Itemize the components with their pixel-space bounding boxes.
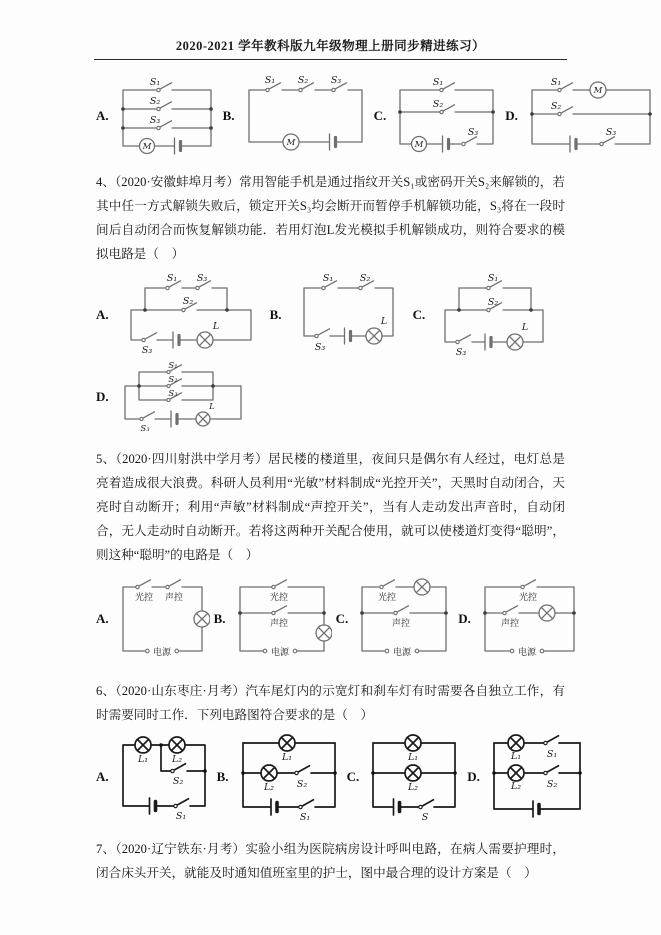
question-7-text: 7、（2020·辽宁铁东·月考）实验小组为医院病房设计呼叫电路，在病人需要护理时，闭合床头开关，就能及时通知值班室里的护士，图中最合理的设计方案是（ ） [96,842,565,880]
option-letter: D. [467,769,480,784]
wires [249,90,362,142]
switch-icon [294,766,309,775]
option-letter: A. [96,306,109,322]
option-letter: B. [269,306,282,322]
junction-dots [121,107,213,130]
light-switch-icon [380,580,395,589]
light-switch-label: 光控 [378,593,397,603]
circuit-q5-option-c [354,573,454,665]
circuit-q5-option-d [477,573,582,665]
question-6-text: 6、（2020·山东枣庄·月考）汽车尾灯内的示宽灯和刹车灯有时需要各自独立工作，有时需要同时工作．下列电路图符合要求的是（ ） [96,684,565,722]
lamp-icon [539,605,555,621]
wires [123,745,205,806]
option-letter: B. [213,611,226,626]
switch-label: S₁ [433,77,444,88]
lamp-icon [135,737,151,753]
lamp-icon [405,765,421,781]
power-label: 电源 [393,648,412,658]
lamp-icon [261,765,277,781]
question-5-text: 5、（2020·四川射洪中学月考）居民楼的楼道里，夜间只是偶尔有人经过，电灯总是亮着造成很大浪费。科研人员利用“光敏”材料制成“光控开关”，天黑时自动闭合，天亮时自动断开；利用“声敏”材料制成“声控开关”，当有人走动发出声音时，自动闭合，无人走动时自动断开。若将这两种开关配合使用，就可以使楼道灯变得“聪明”，则这种“聪明”的电路是（ ） [96,452,565,562]
switch-label: S₃ [330,76,341,86]
switch-icon [298,800,313,809]
light-switch-icon [271,580,286,589]
circuit-q4-option-a [123,272,258,357]
battery-icon [171,411,177,427]
lamp-label: L₁ [510,751,521,762]
motor-icon [139,139,154,154]
battery-icon [533,801,539,817]
switch-label: S₂ [168,375,178,385]
switch-label: S₃ [168,389,178,399]
switch-label: S₁ [322,273,333,284]
switch-label: S₂ [488,297,499,308]
switch-icon [544,736,559,745]
switch-label: S [421,812,429,823]
lamp-label: L [522,322,529,333]
svg-text:M: M [414,140,424,150]
lamp-label: L₁ [281,752,292,763]
q6-options-row [96,731,661,823]
switch-label: S₂ [546,779,558,790]
circuit-q4-option-c [439,272,549,357]
sound-switch-label: 声控 [164,593,183,603]
circuit-q3-option-d [526,76,656,156]
switch-label: S₁ [166,273,177,284]
circuit-q6-option-d [486,731,588,823]
lamp-icon [405,735,421,751]
sound-switch-icon [503,606,518,615]
sound-switch-icon [165,580,180,589]
q4-options-row [96,272,661,357]
question-4-text: 4、（2020·安徽蚌埠月考）常用智能手机是通过指纹开关S₁或密码开关S₂来解锁的，若其中任一方式解锁失败后，锁定开关S₃均会断开而暂停手机解锁功能，S₃将在一段时间后自动闭合而恢复解锁功能．若用灯泡L发光模拟手机解锁成功，则符合要求的模拟电路是（ ） [96,175,565,261]
motor-icon [412,137,427,152]
wires [304,288,393,336]
circuit-q3-option-a [117,76,217,156]
switch-label: S₁ [168,361,178,371]
page-header [0,0,661,54]
switch-label: S₃ [196,273,207,284]
option-letter: D. [458,611,471,626]
lamp-label: L₁ [137,754,148,765]
sound-switch-label: 声控 [500,619,519,629]
wires [400,90,493,144]
lamp-label: L₂ [263,782,274,793]
lamp-icon [194,611,210,627]
option-letter: A. [96,611,109,626]
switch-label: S₃ [314,342,325,353]
switch-icon [170,764,185,773]
switch-label: S₂ [182,296,193,307]
motor-icon [590,82,606,98]
circuit-q5-option-b [232,573,332,665]
switch-label: S₂ [297,76,308,86]
switch-label: S₁ [175,811,186,822]
lamp-icon [507,334,523,350]
switch-icon [456,335,471,344]
sound-switch-icon [271,606,286,615]
switch-label: S₃ [149,115,160,126]
switch-icon [173,799,188,808]
battery-icon [394,799,400,815]
switch-icon [314,329,329,338]
switch-label: S₂ [149,96,160,107]
lamp-label: L [380,316,387,327]
motor-icon [283,134,299,150]
switch-label: S₃ [605,127,617,138]
option-letter: C. [335,611,349,626]
wires [532,90,650,144]
switch-label: S₂ [359,273,370,284]
battery-icon [149,798,155,814]
lamp-icon [508,765,524,781]
light-switch-label: 光控 [134,593,153,603]
battery-icon [570,136,576,152]
battery-icon [344,328,350,344]
battery-icon [485,334,491,350]
switch-label: S₁ [550,77,562,88]
sound-switch-label: 声控 [392,619,411,629]
option-letter: B. [222,108,235,123]
circuit-q3-option-c [394,76,499,156]
circuit-q6-option-c [365,731,463,823]
switch-icon [419,800,434,809]
circuit-q3-option-b [243,76,368,156]
option-letter: B. [216,769,229,784]
lamp-label: L [212,321,219,332]
lamp-label: L₂ [408,782,419,793]
battery-icon [173,332,179,348]
switch-label: S₁ [149,77,160,88]
wires [125,372,241,419]
switch-icon [141,333,156,342]
switch-icon [462,137,477,146]
switch-label: S₁ [546,749,558,760]
lamp-icon [366,328,382,344]
lamp-icon [508,735,524,751]
battery-icon [271,799,277,815]
svg-text:M: M [142,142,151,152]
option-letter: C. [373,108,387,123]
lamp-label: L₂ [510,781,521,792]
switch-label: S₃ [141,345,152,356]
circuit-q4-option-b [296,272,401,357]
q3-options-row [96,76,661,156]
switch-label: S₃ [140,424,150,433]
lamp-icon [197,332,213,348]
switch-label: S₂ [433,99,444,110]
lamp-label: L₂ [171,754,182,765]
svg-text:M: M [593,86,603,96]
lamp-icon [279,735,295,751]
lamp-label: L [208,402,215,412]
switch-icon [600,137,615,146]
switch-icon [544,766,559,775]
battery-icon [329,134,335,150]
switch-icon [140,412,155,421]
power-label: 电源 [270,648,289,658]
option-letter: C. [412,306,426,322]
switch-label: S₃ [456,347,467,357]
header-title: 2020-2021 学年教科版九年级物理上册同步精进练习） [175,39,486,53]
header-divider [94,59,567,60]
battery-icon [174,138,180,154]
sound-switch-icon [394,606,409,615]
lamp-icon [169,737,185,753]
wires [494,743,580,809]
power-label: 电源 [517,648,536,658]
option-letter: D. [505,108,518,123]
circuit-q4-option-d [115,361,250,433]
switch-label: S₁ [264,76,275,86]
lamp-icon [196,412,210,426]
circuit-q6-option-b [235,731,343,823]
lamp-icon [414,579,430,595]
option-letter: A. [96,108,109,123]
battery-icon [443,136,449,152]
q5-options-row [96,573,661,665]
switch-label: S₂ [550,101,562,112]
option-letter: D. [96,389,109,404]
sound-switch-label: 声控 [269,619,288,629]
light-switch-label: 光控 [269,593,288,603]
switch-label: S₃ [468,127,479,138]
circuit-q5-option-a [115,573,210,665]
switch-label: S₂ [296,779,307,790]
power-label: 电源 [152,648,171,658]
light-switch-label: 光控 [518,593,537,603]
option-letter: A. [96,769,109,784]
lamp-icon [316,625,332,641]
option-letter: C. [346,769,360,784]
wires [123,90,211,146]
q4-option-d-row [96,361,661,433]
switch-label: S₂ [172,776,183,787]
light-switch-icon [521,580,536,589]
light-switch-icon [135,580,150,589]
svg-text:M: M [286,138,295,148]
lamp-label: L₁ [408,752,419,763]
circuit-q6-option-a [115,731,213,823]
switch-label: S₁ [488,273,499,284]
switch-label: S₁ [299,812,310,823]
